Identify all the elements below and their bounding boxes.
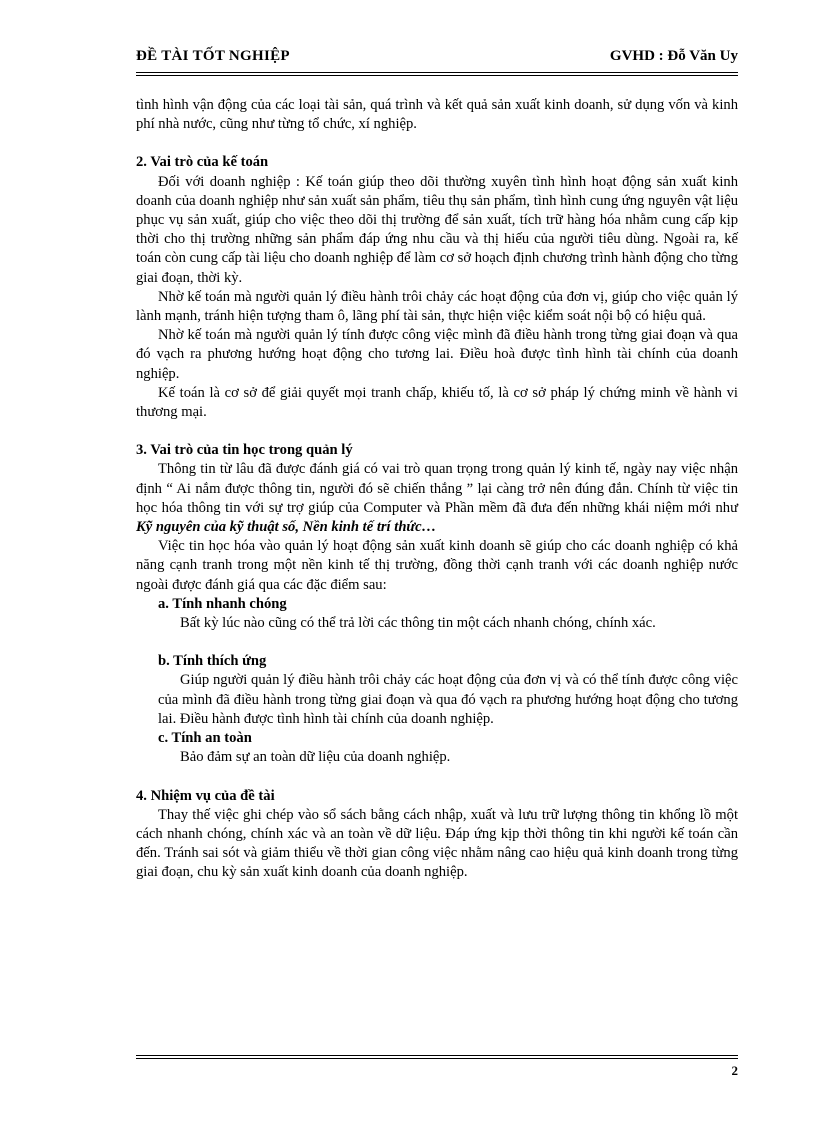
subsection-a-heading: a. Tính nhanh chóng (158, 595, 287, 612)
subsection-b-text: Giúp người quản lý điều hành trôi chảy các hoạt động của đơn vị và có thể tính được công việc của mình đã điều hành trong từng giai đoạn và qua đó vạch ra phương hướng hoạt động cho tương lai. Điều hành được tình hình tài chính của doanh nghiệp. (158, 672, 738, 727)
header-rule-thin (136, 75, 738, 76)
section-3-paragraph-1 (136, 460, 738, 537)
document-body (136, 96, 738, 883)
subsection-c-heading: c. Tính an toàn (158, 730, 252, 747)
section-2-paragraph-3: Nhờ kế toán mà người quản lý tính được công việc mình đã điều hành trong từng giai đoạn và qua đó vạch ra phương hướng hoạt động cho tương lai. Điều hoà được tình hình tài chính của doanh nghiệp. (136, 327, 738, 382)
footer-rule (136, 1055, 738, 1056)
subsection-a-text: Bất kỳ lúc nào cũng có thể trả lời các thông tin một cách nhanh chóng, chính xác. (180, 615, 656, 632)
page-header (136, 48, 738, 70)
intro-paragraph: tình hình vận động của các loại tài sản, quá trình và kết quả sản xuất kinh doanh, sử dụng vốn và kinh phí nhà nước, cũng như từng tổ chức, xí nghiệp. (136, 97, 738, 133)
section-4-paragraph-1: Thay thế việc ghi chép vào sổ sách bằng cách nhập, xuất và lưu trữ lượng thông tin khổng lồ một cách nhanh chóng, chính xác và an toàn về dữ liệu. Đáp ứng kịp thời thông tin khi người kế toán cần đến. Tránh sai sót và giảm thiểu về thời gian công việc nhằm nâng cao hiệu quả kinh doanh trong từng giai đoạn, chu kỳ sản xuất kinh doanh của doanh nghiệp. (136, 806, 738, 881)
subsection-b-heading: b. Tính thích ứng (158, 653, 267, 670)
section-2-paragraph-4: Kế toán là cơ sở để giải quyết mọi tranh chấp, khiếu tố, là cơ sở pháp lý chứng minh về hành vi thương mại. (136, 384, 738, 421)
header-title: ĐỀ TÀI TỐT NGHIỆP (136, 48, 290, 64)
subsection-c-text: Bảo đảm sự an toàn dữ liệu của doanh nghiệp. (180, 749, 451, 766)
section-2-heading: 2. Vai trò của kế toán (136, 154, 269, 171)
section-3-heading: 3. Vai trò của tin học trong quản lý (136, 442, 353, 459)
section-2-paragraph-2: Nhờ kế toán mà người quản lý điều hành trôi chảy các hoạt động của đơn vị, giúp cho việc quản lý lành mạnh, tránh hiện tượng tham ô, lãng phí tài sản, thực hiện việc kiểm soát nội bộ có hiệu quả. (136, 288, 738, 325)
page-number: 2 (731, 1063, 738, 1078)
section-4-heading: 4. Nhiệm vụ của đề tài (136, 787, 275, 804)
section-2-paragraph-1: Đối với doanh nghiệp : Kế toán giúp theo dõi thường xuyên tình hình hoạt động sản xuất kinh doanh của doanh nghiệp như sản xuất sản phẩm, tiêu thụ sản phẩm, tình hình cung ứng nguyên vật liệu phục vụ sản xuất, giúp cho việc theo dõi thị trường để sản xuất, tích trữ hàng hóa nhằm cung cấp kịp thời cho thị trường những sản phẩm đáp ứng nhu cầu và thị hiếu của người tiêu dùng. Ngoài ra, kế toán còn cung cấp tài liệu cho doanh nghiệp để làm cơ sở hoạch định chương trình hành động cho từng giai đoạn, thời kỳ. (136, 173, 738, 286)
section-3-paragraph-1-text: Thông tin từ lâu đã được đánh giá có vai trò quan trọng trong quản lý kinh tế, ngày nay việc nhận định “ Ai nắm được thông tin, người đó sẽ chiến thắng ” lại càng trở nên đúng đắn. Chính từ việc tin học hóa thông tin với sự trợ giúp của Computer và Phần mềm đã đưa đến những khái niệm mới như (136, 461, 738, 516)
footer-rule-thin (136, 1058, 738, 1059)
header-advisor: GVHD : Đỗ Văn Uy (609, 48, 738, 64)
section-3-paragraph-2: Việc tin học hóa vào quản lý hoạt động sản xuất kinh doanh sẽ giúp cho các doanh nghiệp có khả năng cạnh tranh trong một nền kinh tế thị trường, đồng thời cạnh tranh với các doanh nghiệp nước ngoài được đánh giá qua các đặc điểm sau: (136, 538, 738, 593)
header-rule (136, 72, 738, 73)
section-3-emphasis: Kỹ nguyên của kỹ thuật số, Nền kinh tế trí thức… (136, 519, 437, 536)
